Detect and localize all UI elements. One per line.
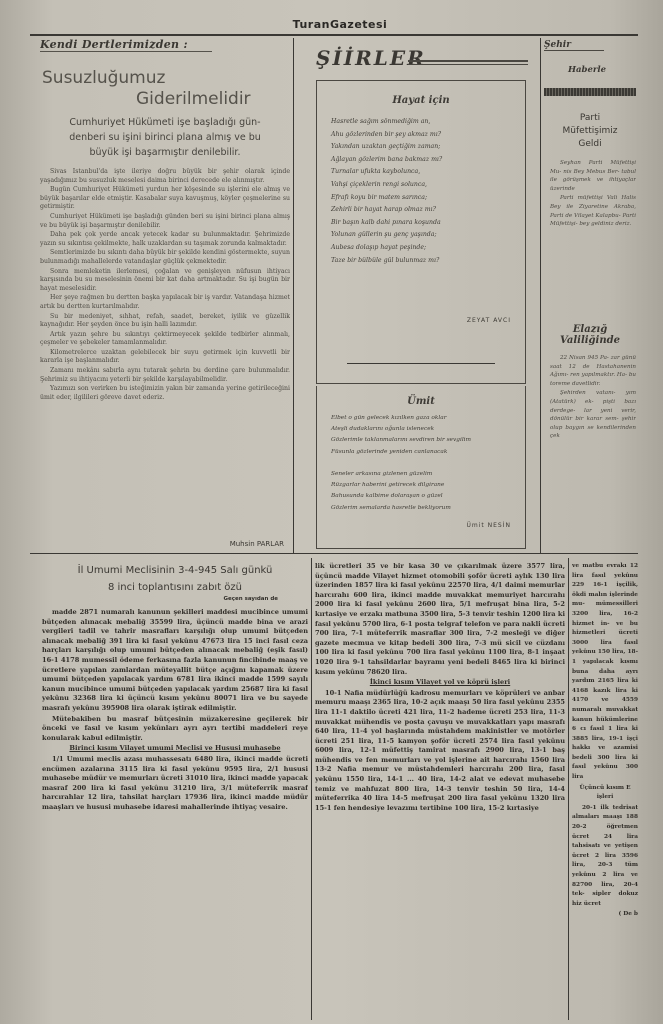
paragraph: Parti müfettişi Vali Halis Bey ile Ziyaretine Akraba, Parti de Vilayet Kalapbu- Parti Müfettişi- bey geldiniz deriz.	[550, 195, 636, 228]
article-kicker: Kendi Dertlerimizden :	[40, 38, 212, 52]
decorative-bar	[544, 88, 636, 96]
paragraph: 22 Nisan 945 Pa- zar günü saat 12 de Hastahanenin Ağımı- ren yapılmaktır. Ha- bu toreme davetlidir.	[550, 355, 636, 387]
right-headline: Geldi	[578, 139, 602, 149]
paragraph: Sivas İstanbul'da işte ileriye doğru büyük bir şehir olarak içinde yaşadığımız bu susuzluk meselesi daima birinci derecede ele alınmıştır.	[40, 168, 290, 184]
council-article-cont	[315, 562, 565, 1022]
column-rule-4	[568, 558, 569, 1020]
right-headline: Elazığ	[572, 324, 608, 335]
paragraph: Semtlerimizde bu sıkıntı daha büyük bir şekilde kendini göstermekte, suyun bulunmadığı mahallelerde vatandaşlar güçlük çekmektedir.	[40, 249, 290, 265]
headline-line-1: Susuzluğumuz	[42, 68, 166, 88]
subsection-heading: Birinci kısım Vilayet umumi Meclisi ve Hususi muhasebe	[69, 744, 281, 753]
poem-line: Taze bir bülbüle gül bulunmaz mı?	[331, 256, 440, 264]
poem-line: Gözlerimle taklanmalarını sevdiren bir sevgilim	[331, 437, 472, 444]
paragraph: Daha pek çok yerde ancak yetecek kadar su bulunmaktadır. Şehrimizde yazın su sıkıntısı çekilmekte, halk uzaklardan su taşımak zorunda kalmaktadır.	[40, 231, 290, 247]
column-rule-1	[293, 38, 294, 553]
paragraph: Kilometrelerce uzaktan gelebilecek bir suyu getirmek için kuvvetli bir kararla işe başlanmalıdır.	[40, 348, 290, 365]
poem-line: Ahu gözlerinden bir şey akmaz mı?	[331, 130, 442, 138]
subsection-heading: Üçüncü kısım E işleri	[579, 784, 631, 801]
paragraph: Cumhuriyet Hükümeti işe başladığı günden beri su işini birinci plana almış ve bu büyük işi başarmıştır denilebilir.	[40, 212, 290, 229]
paragraph: Mütebakiben bu masraf bütçesinin müzakeresine geçilerek bir önceki ve fasıl ve kısım yekûnları ayrı ayrı tertibi maddeleri reye konularak kabul edilmiştir.	[42, 714, 308, 742]
section-divider	[30, 553, 638, 554]
poem-line	[331, 458, 525, 469]
deck-line-1: Cumhuriyet Hükümeti işe başladığı gün-	[69, 117, 261, 128]
left-article	[40, 38, 290, 553]
right-headline: Parti	[579, 113, 601, 123]
poem-line: Aubesa dolaşıp hayat peşinde;	[331, 243, 427, 251]
paragraph: 20-1 ilk tedrisat almaları maaşı 188 20-2 öğretmen ücret 24 lira tahsisatı ve yetişen ücret 2 lira 3596 lira, 20-3 tüm yekûnu 2 lira ve 82700 lira, 20-4 tek- sipler dokuz hiz ücret	[572, 804, 638, 907]
right-column	[544, 40, 636, 552]
poem-line: Bir başın kalb dahi pınara koşunda	[331, 218, 441, 226]
poem-title: Hayat için	[392, 95, 450, 106]
paragraph: Şehirden vatanı- yım (Atatürk) ek- pişti bazı derdege- lar yeni verir, dönülür bir karar sem- şehir olup baygın se kendilerinden çek	[550, 390, 636, 440]
council-body-cont	[315, 562, 565, 813]
poems-section-title: ŞİİRLER	[316, 46, 426, 70]
column-rule-2	[540, 38, 541, 553]
poem-author: Ümit NESİN	[466, 522, 511, 529]
paragraph: Seyhan Parti Müfettişi Mu- nis Bey Mebus Ber- tabul ile görüşmek ve ihtiyaçlar üzerinde	[550, 160, 636, 192]
masthead-title: TuranGazetesi	[292, 18, 388, 31]
continued-note: Geçen sayıdan de	[223, 596, 278, 602]
poem-line: Vahşi çiçeklerin rengi solunca,	[331, 180, 428, 188]
council-body	[42, 608, 308, 812]
poem-line: Elbet o gün gelecek kızılken gaza oklar	[331, 415, 447, 421]
poem-line: Yakından uzaktan geçtiğim zaman;	[331, 143, 441, 151]
masthead-rule	[30, 34, 638, 36]
paragraph: Artık yazın şehre bu sıkıntıyı çektirmeyecek şekilde tedbirler alınmalı, çeşmeler ve şebekeler tamamlanmalıdır.	[40, 330, 290, 347]
poem-line: Füsunla gözlerinde yeniden canlanacak	[331, 448, 448, 455]
poem-line: Ateşli dudaklarını oğunla islenecek	[331, 426, 435, 433]
right-headline: Müfettişimiz	[562, 126, 618, 136]
council-article	[42, 564, 308, 1022]
council-article-cont-2	[572, 562, 638, 1022]
continuation-note: ( De b	[618, 911, 638, 918]
poem-line: Turnalar ufukta kaybolunca,	[331, 168, 421, 176]
deck-line-2: denberi su işini birinci plana almış ve bu	[69, 132, 261, 143]
subsection-heading: İkinci kısım Vilayet yol ve köprü işleri	[369, 678, 511, 687]
article-signature: Muhsin PARLAR	[229, 540, 284, 548]
poem-line: Efrafı koyu bir matem sarınca;	[331, 193, 428, 201]
poem-author: ZEYAT AVCI	[466, 317, 511, 324]
paragraph: Sonra memleketin ilerlemesi, çoğalan ve genişleyen nüfusun ihtiyacı karşısında bu su meselesinin önemi bir kat daha artmaktadır. Su işi bugün bir hayat meselesidir.	[40, 267, 290, 292]
section-label-2: Haberle	[568, 65, 607, 75]
poem-line: Gözlerim semalarda hasretle bekliyorum	[331, 504, 451, 511]
poem-divider	[347, 363, 495, 364]
paragraph: Su bir medeniyet, sıhhat, refah, saadet, bereket, iyilik ve güzellik kaynağıdır. Her şeyden önce bu işin halli lazımdır.	[40, 312, 290, 329]
title-ornament	[408, 60, 528, 65]
paragraph: Zamanı mekânı sabırla aynı tutarak şehrin bu derdine çare bulunmalıdır. Şehrimiz su ihtiyacını yeterli bir şekilde karşılayabilmelidir.	[40, 367, 290, 383]
paragraph: madde 2871 numaralı kanunun şekilleri maddesi mucibince umumi bütçeden alınacak mebaliğ 35599 lira, üçüncü madde bina ve arazi vergileri tadil ve tahrir masrafları karşılığı olup umumi bütçeden alınacak mebaliğ 391 lira ki fasıl yekûnu 47673 lira 15 inci fasıl ceza harçları karşılığı olup umumi bütçeden alınacak mebaliğ (eşik fasıl) 16-1 4178 mumessil ödeme ferkasına fazla kanunun fincibinde maaş ve ücretlere yapılan zamlardan müteyallit bütçe açığını kapamak üzere umumi bütçeden yapılacak yardım 6781 lira ikinci madde 1599 sayılı kanun mucibince umumi bütçeden yapılacak yardım 25687 lira ki fasıl yekûnu 32368 lira ki üçüncü kısım yekûnu 80071 lira ve bu sayede masrafı yekûnu 395908 lira olarak iştirak edilmiştir.	[42, 608, 308, 712]
paragraph: lik ücretleri 35 ve bir kasa 30 ve çıkarılmak üzere 3577 lira, üçüncü madde Vilayet hizmet otomobili şoför ücreti aylık 130 lira üzerinden 1857 lira ki fasıl yekûnu 22570 lira, 4/1 daimi memurlar harcırahı 600 lira, ikinci madde muvakkat memuriyet harcırahı 2000 lira ki fasıl yekûnu 2600 lira, 5/1 mefruşat bina lira, 5-2 kırtasiye ve erzakı matbuna 3500 lira, 5-3 tenvir teshin 1200 lira ki fasıl yekûnu 5700 lira, 6-1 posta telgraf telefon ve para nakli ücreti 700 lira, 7-1 müteferrik masraflar 300 lira, 7-2 mesleği ve diğer gazete mecmua ve kitap bedeli 300 lira, 7-3 mü sicil ve cüzdanı 100 lira ki fasıl yekûnu 700 lira fasıl yekûnu 1100 lira, 8-1 inşaat 1020 lira 9-1 tahsildarlar bayramı yeni bedeli 8465 lira ki birinci kısım yekûnu 78620 lira.	[315, 562, 565, 676]
paragraph: Yazımızı son verirken bu isteğimizin yakın bir zamanda yerine getirileceğini ümit eder, ilgilileri göreve davet ederiz.	[40, 385, 290, 401]
right-headline: Valiliğinde	[560, 335, 620, 346]
paragraph: 1/1 Umumi meclis azası muhassesatı 6480 lira, ikinci madde ücreti encümen azalarına 3115 lira ki fasıl yekûnu 9595 lira, 2/1 hususi muhasebe müdür ve memurları ücreti 31010 lira, ikinci madde yapacak masraf 200 lira ki fasıl yekûnu 31210 lira, 3/1 müteferrik masraf harcırahlar 12 lira, tahsilat harçları 17936 lira, ikinci madde müdür maaşları ve hususi muhasebe idaresi mahallerinde ihtiyaç vesaire.	[42, 754, 308, 811]
council-headline-2: 8 inci toplantısını zabıt özü	[107, 582, 243, 593]
poem-line: Yolunan güllerin şu genç yaşında;	[331, 231, 437, 239]
poem-line: Ağlayan gözlerim bana bakmaz mı?	[331, 155, 443, 163]
article-body	[40, 168, 290, 513]
poem-box-hayat	[316, 80, 526, 384]
column-rule-3	[311, 558, 312, 1020]
poem-line: Rüzgarlar haberini getirecek dilgirane	[331, 482, 445, 489]
poem-line: Bahusunda kalbime dolaraşan o güzel	[331, 493, 443, 500]
poem-box-umit	[316, 386, 526, 549]
poem-line: Zehirli bir hayat harap olmaz mı?	[331, 206, 436, 214]
deck-line-3: büyük işi başarmıştır denilebilir.	[89, 147, 241, 158]
poem-line: Hasretle sağım sönmediğim an,	[331, 118, 431, 125]
council-headline-1: İl Umumi Meclisinin 3-4-945 Salı günkü	[77, 565, 273, 576]
poems-section	[298, 38, 538, 553]
council-body-cont-2	[572, 562, 638, 920]
poem-line: Seneler arkasına gizlenen güzelim	[331, 471, 433, 478]
paragraph: ve matbu evrakı 12 lira fasıl yekûnu 229 16-1 işçilik, ökdi malın işlerinde mu- mümessilleri 3200 lira, 16-2 hizmet in- ve bu hizmetleri ücreti 3000 lira fasıl yekûnu 150 lira, 18-1 yapılacak kısmı buna daha ayrı yardım 2165 lira ki 4168 kazık lira ki 4170 ve 4559 numaralı muvakkat kanun hükümlerine 6 cı fasıl 1 lira ki 3885 lira, 19-1 işçi hakkı ve azamisi bedeli 300 lira ki fasıl yekûnu 300 lira	[572, 563, 638, 781]
section-label: Şehir	[544, 40, 604, 51]
paragraph: 10-1 Nafia müdürlüğü kadrosu memurları ve köprüleri ve anbar memuru maaşı 2365 lira, 10-2 açık maaşı 50 lira fasıl yekûnu 2355 lira 11-1 daktilo ücreti 421 lira, 11-2 hademe ücreti 253 lira, 11-3 muvakkat mühendis ve posta çavuşu ve muvakkatları yapı masrafı 640 lira, 11-4 yol başlarında müstahdem makinistler ve motörler ücreti 251 lira, 11-5 kamyon şoför ücreti 2574 lira fasıl yekûnu 6009 lira, 12-1 müfettiş tamirat masrafı 2900 lira, 13-1 baş mühendis ve fen memurları ve yol işlerine ait harcırahı 1560 lira 13-2 Nafia memur ve müstahdemleri harcırahı 200 lira, fasıl yekûnu 1550 lira, 14-1 ... 40 lira, 14-2 alat ve edevat muhasebe temiz ve mahfuzat 800 lira, 14-3 tenvir teshin 50 lira, 14-4 müteferrika 40 lira 14-5 mefruşat 200 lira fasıl yekûnu 1320 lira 15-1 fen hendesiye levazımı tertibine 100 lira, 15-2 kırtasiye	[315, 688, 565, 812]
paragraph: Her şeye rağmen bu dertten başka yapılacak bir iş vardır. Vatandaşa hizmet artık bu dertten kurtarılmalıdır.	[40, 294, 290, 310]
paragraph: Bugün Cumhuriyet Hükümeti yurdun her köşesinde su işlerini ele almış ve büyük başarılar elde etmiştir. Kasabalar suya kavuşmuş, köyler çeşmelerine su getirmiştir.	[40, 186, 290, 211]
poem-title: Ümit	[407, 396, 435, 407]
headline-line-2: Giderilmelidir	[136, 89, 251, 109]
